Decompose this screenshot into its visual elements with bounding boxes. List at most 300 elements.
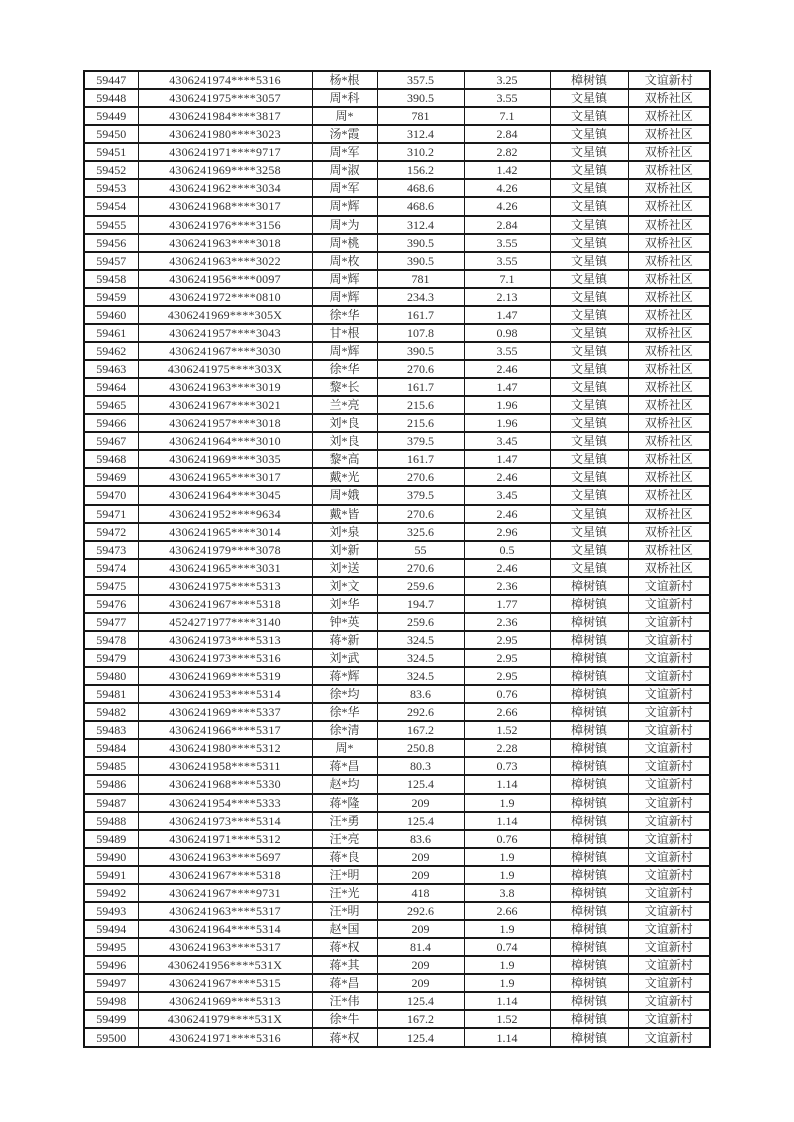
serial-cell: 59465 <box>84 396 138 414</box>
town-cell: 樟树镇 <box>550 830 628 848</box>
village-cell: 双桥社区 <box>628 541 710 559</box>
id-number-cell: 4306241969****3258 <box>138 161 312 179</box>
rate-cell: 2.95 <box>464 649 550 667</box>
village-cell: 文谊新村 <box>628 685 710 703</box>
serial-cell: 59488 <box>84 812 138 830</box>
town-cell: 樟树镇 <box>550 739 628 757</box>
village-cell: 双桥社区 <box>628 234 710 252</box>
rate-cell: 1.77 <box>464 595 550 613</box>
table-row <box>84 179 710 197</box>
name-cell: 刘*新 <box>312 541 377 559</box>
table-row <box>84 721 710 739</box>
id-number-cell: 4306241956****0097 <box>138 270 312 288</box>
amount-cell: 55 <box>377 541 464 559</box>
serial-cell: 59476 <box>84 595 138 613</box>
village-cell: 双桥社区 <box>628 414 710 432</box>
id-number-cell: 4306241965****3031 <box>138 559 312 577</box>
rate-cell: 2.84 <box>464 125 550 143</box>
town-cell: 文星镇 <box>550 486 628 504</box>
town-cell: 文星镇 <box>550 252 628 270</box>
amount-cell: 81.4 <box>377 938 464 956</box>
amount-cell: 83.6 <box>377 685 464 703</box>
amount-cell: 83.6 <box>377 830 464 848</box>
id-number-cell: 4306241967****5315 <box>138 974 312 992</box>
name-cell: 蒋*新 <box>312 631 377 649</box>
table-row <box>84 505 710 523</box>
name-cell: 刘*泉 <box>312 523 377 541</box>
village-cell: 双桥社区 <box>628 505 710 523</box>
table-row <box>84 360 710 378</box>
amount-cell: 209 <box>377 848 464 866</box>
amount-cell: 209 <box>377 974 464 992</box>
village-cell: 双桥社区 <box>628 378 710 396</box>
table-row <box>84 468 710 486</box>
serial-cell: 59460 <box>84 306 138 324</box>
id-number-cell: 4306241979****531X <box>138 1010 312 1028</box>
id-number-cell: 4306241958****5311 <box>138 757 312 775</box>
town-cell: 樟树镇 <box>550 1028 628 1047</box>
id-number-cell: 4306241965****3017 <box>138 468 312 486</box>
table-row <box>84 775 710 793</box>
town-cell: 樟树镇 <box>550 866 628 884</box>
amount-cell: 292.6 <box>377 902 464 920</box>
serial-cell: 59479 <box>84 649 138 667</box>
serial-cell: 59464 <box>84 378 138 396</box>
name-cell: 周* <box>312 739 377 757</box>
serial-cell: 59470 <box>84 486 138 504</box>
table-row <box>84 974 710 992</box>
serial-cell: 59493 <box>84 902 138 920</box>
village-cell: 双桥社区 <box>628 161 710 179</box>
amount-cell: 125.4 <box>377 992 464 1010</box>
village-cell: 文谊新村 <box>628 794 710 812</box>
name-cell: 周*辉 <box>312 270 377 288</box>
serial-cell: 59496 <box>84 956 138 974</box>
amount-cell: 194.7 <box>377 595 464 613</box>
town-cell: 樟树镇 <box>550 721 628 739</box>
table-row <box>84 270 710 288</box>
table-row <box>84 667 710 685</box>
table-row <box>84 577 710 595</box>
village-cell: 双桥社区 <box>628 288 710 306</box>
rate-cell: 2.46 <box>464 559 550 577</box>
table-row <box>84 107 710 125</box>
town-cell: 文星镇 <box>550 468 628 486</box>
name-cell: 周*淑 <box>312 161 377 179</box>
table-row <box>84 71 710 89</box>
id-number-cell: 4306241963****5317 <box>138 902 312 920</box>
town-cell: 樟树镇 <box>550 902 628 920</box>
serial-cell: 59497 <box>84 974 138 992</box>
village-cell: 文谊新村 <box>628 703 710 721</box>
rate-cell: 3.55 <box>464 342 550 360</box>
town-cell: 文星镇 <box>550 216 628 234</box>
town-cell: 樟树镇 <box>550 613 628 631</box>
town-cell: 樟树镇 <box>550 685 628 703</box>
rate-cell: 7.1 <box>464 107 550 125</box>
name-cell: 周*娥 <box>312 486 377 504</box>
table-row <box>84 432 710 450</box>
name-cell: 汪*亮 <box>312 830 377 848</box>
amount-cell: 215.6 <box>377 414 464 432</box>
id-number-cell: 4306241957****3043 <box>138 324 312 342</box>
town-cell: 文星镇 <box>550 360 628 378</box>
id-number-cell: 4306241971****5316 <box>138 1028 312 1047</box>
id-number-cell: 4306241964****3010 <box>138 432 312 450</box>
id-number-cell: 4306241968****5330 <box>138 775 312 793</box>
name-cell: 汪*光 <box>312 884 377 902</box>
village-cell: 文谊新村 <box>628 1010 710 1028</box>
table-row <box>84 739 710 757</box>
town-cell: 文星镇 <box>550 125 628 143</box>
town-cell: 文星镇 <box>550 89 628 107</box>
amount-cell: 781 <box>377 270 464 288</box>
roster-table <box>83 70 711 1048</box>
id-number-cell: 4306241957****3018 <box>138 414 312 432</box>
amount-cell: 292.6 <box>377 703 464 721</box>
name-cell: 戴*皆 <box>312 505 377 523</box>
town-cell: 文星镇 <box>550 143 628 161</box>
rate-cell: 1.9 <box>464 974 550 992</box>
serial-cell: 59498 <box>84 992 138 1010</box>
amount-cell: 125.4 <box>377 1028 464 1047</box>
name-cell: 蒋*隆 <box>312 794 377 812</box>
amount-cell: 324.5 <box>377 631 464 649</box>
village-cell: 文谊新村 <box>628 992 710 1010</box>
id-number-cell: 4306241976****3156 <box>138 216 312 234</box>
name-cell: 兰*亮 <box>312 396 377 414</box>
amount-cell: 125.4 <box>377 775 464 793</box>
id-number-cell: 4306241963****5317 <box>138 938 312 956</box>
rate-cell: 2.28 <box>464 739 550 757</box>
rate-cell: 2.46 <box>464 468 550 486</box>
name-cell: 刘*华 <box>312 595 377 613</box>
amount-cell: 468.6 <box>377 197 464 215</box>
rate-cell: 1.9 <box>464 866 550 884</box>
serial-cell: 59482 <box>84 703 138 721</box>
village-cell: 文谊新村 <box>628 920 710 938</box>
amount-cell: 270.6 <box>377 505 464 523</box>
id-number-cell: 4306241967****3021 <box>138 396 312 414</box>
id-number-cell: 4306241973****5314 <box>138 812 312 830</box>
serial-cell: 59474 <box>84 559 138 577</box>
rate-cell: 2.36 <box>464 613 550 631</box>
table-row <box>84 486 710 504</box>
serial-cell: 59459 <box>84 288 138 306</box>
name-cell: 赵*国 <box>312 920 377 938</box>
rate-cell: 3.45 <box>464 432 550 450</box>
id-number-cell: 4306241980****5312 <box>138 739 312 757</box>
id-number-cell: 4306241962****3034 <box>138 179 312 197</box>
town-cell: 樟树镇 <box>550 974 628 992</box>
town-cell: 文星镇 <box>550 396 628 414</box>
name-cell: 周*军 <box>312 179 377 197</box>
town-cell: 文星镇 <box>550 161 628 179</box>
name-cell: 蒋*其 <box>312 956 377 974</box>
name-cell: 徐*华 <box>312 306 377 324</box>
village-cell: 文谊新村 <box>628 721 710 739</box>
town-cell: 文星镇 <box>550 234 628 252</box>
table-row <box>84 992 710 1010</box>
serial-cell: 59475 <box>84 577 138 595</box>
id-number-cell: 4306241969****305X <box>138 306 312 324</box>
village-cell: 文谊新村 <box>628 613 710 631</box>
rate-cell: 2.82 <box>464 143 550 161</box>
serial-cell: 59485 <box>84 757 138 775</box>
table-row <box>84 812 710 830</box>
amount-cell: 161.7 <box>377 378 464 396</box>
town-cell: 文星镇 <box>550 523 628 541</box>
name-cell: 徐*华 <box>312 703 377 721</box>
id-number-cell: 4306241964****3045 <box>138 486 312 504</box>
town-cell: 樟树镇 <box>550 757 628 775</box>
table-row <box>84 1028 710 1047</box>
village-cell: 文谊新村 <box>628 830 710 848</box>
amount-cell: 209 <box>377 794 464 812</box>
rate-cell: 0.76 <box>464 830 550 848</box>
serial-cell: 59489 <box>84 830 138 848</box>
town-cell: 文星镇 <box>550 179 628 197</box>
table-row <box>84 884 710 902</box>
id-number-cell: 4306241975****303X <box>138 360 312 378</box>
town-cell: 文星镇 <box>550 324 628 342</box>
town-cell: 樟树镇 <box>550 1010 628 1028</box>
table-row <box>84 938 710 956</box>
rate-cell: 0.5 <box>464 541 550 559</box>
serial-cell: 59494 <box>84 920 138 938</box>
rate-cell: 0.98 <box>464 324 550 342</box>
serial-cell: 59492 <box>84 884 138 902</box>
town-cell: 樟树镇 <box>550 667 628 685</box>
name-cell: 徐*牛 <box>312 1010 377 1028</box>
amount-cell: 468.6 <box>377 179 464 197</box>
id-number-cell: 4306241975****3057 <box>138 89 312 107</box>
serial-cell: 59454 <box>84 197 138 215</box>
serial-cell: 59463 <box>84 360 138 378</box>
table-row <box>84 541 710 559</box>
village-cell: 双桥社区 <box>628 306 710 324</box>
town-cell: 樟树镇 <box>550 992 628 1010</box>
name-cell: 周*为 <box>312 216 377 234</box>
amount-cell: 209 <box>377 866 464 884</box>
name-cell: 徐*华 <box>312 360 377 378</box>
serial-cell: 59473 <box>84 541 138 559</box>
serial-cell: 59499 <box>84 1010 138 1028</box>
amount-cell: 107.8 <box>377 324 464 342</box>
rate-cell: 1.47 <box>464 306 550 324</box>
name-cell: 蒋*权 <box>312 938 377 956</box>
village-cell: 文谊新村 <box>628 1028 710 1047</box>
amount-cell: 161.7 <box>377 306 464 324</box>
village-cell: 双桥社区 <box>628 107 710 125</box>
village-cell: 文谊新村 <box>628 848 710 866</box>
village-cell: 双桥社区 <box>628 523 710 541</box>
table-row <box>84 685 710 703</box>
village-cell: 文谊新村 <box>628 812 710 830</box>
name-cell: 周*科 <box>312 89 377 107</box>
name-cell: 周*辉 <box>312 197 377 215</box>
village-cell: 文谊新村 <box>628 71 710 89</box>
serial-cell: 59477 <box>84 613 138 631</box>
serial-cell: 59447 <box>84 71 138 89</box>
name-cell: 赵*均 <box>312 775 377 793</box>
serial-cell: 59452 <box>84 161 138 179</box>
id-number-cell: 4306241969****5313 <box>138 992 312 1010</box>
table-row <box>84 902 710 920</box>
name-cell: 周*枚 <box>312 252 377 270</box>
table-row <box>84 378 710 396</box>
serial-cell: 59461 <box>84 324 138 342</box>
name-cell: 刘*良 <box>312 414 377 432</box>
serial-cell: 59486 <box>84 775 138 793</box>
name-cell: 汪*勇 <box>312 812 377 830</box>
serial-cell: 59466 <box>84 414 138 432</box>
village-cell: 双桥社区 <box>628 252 710 270</box>
rate-cell: 1.52 <box>464 721 550 739</box>
amount-cell: 259.6 <box>377 613 464 631</box>
table-row <box>84 523 710 541</box>
serial-cell: 59491 <box>84 866 138 884</box>
village-cell: 双桥社区 <box>628 216 710 234</box>
serial-cell: 59451 <box>84 143 138 161</box>
id-number-cell: 4306241979****3078 <box>138 541 312 559</box>
village-cell: 文谊新村 <box>628 577 710 595</box>
table-row <box>84 125 710 143</box>
table-row <box>84 794 710 812</box>
serial-cell: 59478 <box>84 631 138 649</box>
village-cell: 文谊新村 <box>628 667 710 685</box>
id-number-cell: 4306241975****5313 <box>138 577 312 595</box>
town-cell: 文星镇 <box>550 559 628 577</box>
id-number-cell: 4306241966****5317 <box>138 721 312 739</box>
amount-cell: 161.7 <box>377 450 464 468</box>
serial-cell: 59480 <box>84 667 138 685</box>
amount-cell: 379.5 <box>377 432 464 450</box>
rate-cell: 2.95 <box>464 667 550 685</box>
town-cell: 樟树镇 <box>550 71 628 89</box>
name-cell: 汤*霞 <box>312 125 377 143</box>
rate-cell: 7.1 <box>464 270 550 288</box>
rate-cell: 4.26 <box>464 197 550 215</box>
id-number-cell: 4306241963****3018 <box>138 234 312 252</box>
name-cell: 蒋*辉 <box>312 667 377 685</box>
name-cell: 周*军 <box>312 143 377 161</box>
village-cell: 双桥社区 <box>628 125 710 143</box>
table-row <box>84 342 710 360</box>
serial-cell: 59448 <box>84 89 138 107</box>
rate-cell: 2.95 <box>464 631 550 649</box>
amount-cell: 209 <box>377 920 464 938</box>
table-row <box>84 757 710 775</box>
table-row <box>84 956 710 974</box>
village-cell: 文谊新村 <box>628 956 710 974</box>
table-row <box>84 143 710 161</box>
rate-cell: 3.55 <box>464 234 550 252</box>
rate-cell: 0.73 <box>464 757 550 775</box>
name-cell: 周*辉 <box>312 342 377 360</box>
serial-cell: 59449 <box>84 107 138 125</box>
name-cell: 刘*良 <box>312 432 377 450</box>
name-cell: 徐*均 <box>312 685 377 703</box>
rate-cell: 1.14 <box>464 1028 550 1047</box>
serial-cell: 59481 <box>84 685 138 703</box>
rate-cell: 1.96 <box>464 396 550 414</box>
amount-cell: 209 <box>377 956 464 974</box>
rate-cell: 1.47 <box>464 450 550 468</box>
id-number-cell: 4306241969****5337 <box>138 703 312 721</box>
town-cell: 樟树镇 <box>550 794 628 812</box>
village-cell: 文谊新村 <box>628 884 710 902</box>
town-cell: 樟树镇 <box>550 920 628 938</box>
table-row <box>84 649 710 667</box>
village-cell: 文谊新村 <box>628 739 710 757</box>
table-row <box>84 613 710 631</box>
amount-cell: 325.6 <box>377 523 464 541</box>
rate-cell: 2.84 <box>464 216 550 234</box>
rate-cell: 1.52 <box>464 1010 550 1028</box>
village-cell: 双桥社区 <box>628 179 710 197</box>
amount-cell: 418 <box>377 884 464 902</box>
amount-cell: 167.2 <box>377 721 464 739</box>
id-number-cell: 4306241952****9634 <box>138 505 312 523</box>
town-cell: 文星镇 <box>550 197 628 215</box>
name-cell: 蒋*昌 <box>312 757 377 775</box>
town-cell: 文星镇 <box>550 414 628 432</box>
village-cell: 文谊新村 <box>628 902 710 920</box>
name-cell: 戴*光 <box>312 468 377 486</box>
name-cell: 甘*根 <box>312 324 377 342</box>
table-row <box>84 830 710 848</box>
amount-cell: 125.4 <box>377 812 464 830</box>
amount-cell: 390.5 <box>377 89 464 107</box>
amount-cell: 270.6 <box>377 360 464 378</box>
table-row <box>84 1010 710 1028</box>
name-cell: 黎*长 <box>312 378 377 396</box>
id-number-cell: 4306241967****5318 <box>138 595 312 613</box>
rate-cell: 1.9 <box>464 956 550 974</box>
rate-cell: 3.55 <box>464 252 550 270</box>
village-cell: 文谊新村 <box>628 974 710 992</box>
serial-cell: 59457 <box>84 252 138 270</box>
rate-cell: 1.96 <box>464 414 550 432</box>
serial-cell: 59483 <box>84 721 138 739</box>
name-cell: 杨*根 <box>312 71 377 89</box>
town-cell: 樟树镇 <box>550 848 628 866</box>
id-number-cell: 4524271977****3140 <box>138 613 312 631</box>
rate-cell: 1.14 <box>464 775 550 793</box>
name-cell: 蒋*良 <box>312 848 377 866</box>
village-cell: 双桥社区 <box>628 396 710 414</box>
table-row <box>84 450 710 468</box>
name-cell: 汪*伟 <box>312 992 377 1010</box>
amount-cell: 324.5 <box>377 649 464 667</box>
village-cell: 双桥社区 <box>628 342 710 360</box>
serial-cell: 59490 <box>84 848 138 866</box>
serial-cell: 59455 <box>84 216 138 234</box>
table-row <box>84 288 710 306</box>
id-number-cell: 4306241956****531X <box>138 956 312 974</box>
rate-cell: 2.96 <box>464 523 550 541</box>
town-cell: 文星镇 <box>550 288 628 306</box>
town-cell: 樟树镇 <box>550 938 628 956</box>
town-cell: 樟树镇 <box>550 577 628 595</box>
serial-cell: 59469 <box>84 468 138 486</box>
id-number-cell: 4306241969****5319 <box>138 667 312 685</box>
amount-cell: 270.6 <box>377 559 464 577</box>
amount-cell: 312.4 <box>377 125 464 143</box>
table-row <box>84 595 710 613</box>
name-cell: 周*辉 <box>312 288 377 306</box>
